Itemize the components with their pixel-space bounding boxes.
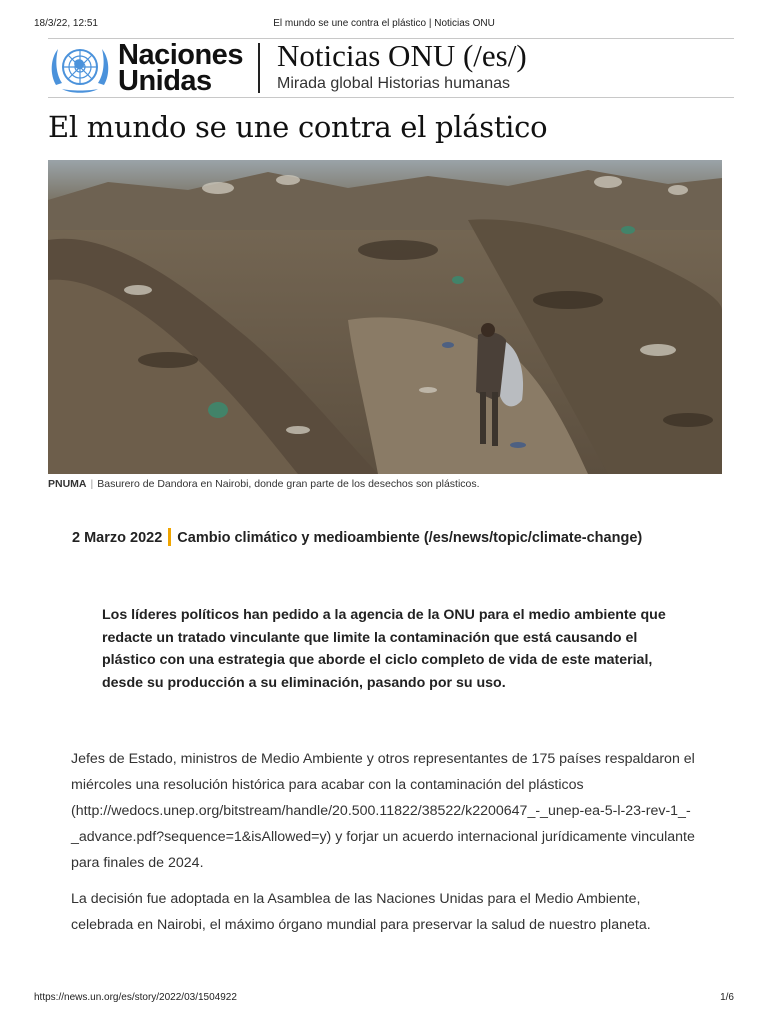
print-url: https://news.un.org/es/story/2022/03/1504922	[34, 992, 237, 1003]
hero-image	[48, 160, 722, 474]
masthead	[48, 38, 734, 98]
org-name[interactable]	[118, 39, 243, 97]
org-name-line2: Unidas	[118, 65, 212, 97]
article-paragraph: La decisión fue adoptada en la Asamblea de las Naciones Unidas para el Medio Ambiente, celebrada en Nairobi, el máximo órgano mundial para preservar la salud de nuestro planeta.	[71, 891, 651, 933]
print-page-number: 1/6	[720, 992, 734, 1003]
article-paragraph: Jefes de Estado, ministros de Medio Ambiente y otros representantes de 175 países respaldaron el miércoles una resolución histórica para acabar con la contaminación del plásticos (http://wedocs.unep.org/bitstream/handle/20.500.11822/38522/k2200647_-_unep-ea-5-l-23-rev-1_-_advance.pdf?sequence=1&isAllowed=y) y forjar un acuerdo internacional jurídicamente vinculante para finales de 2024.	[71, 751, 695, 871]
image-caption	[48, 478, 480, 490]
article-lead: Los líderes políticos han pedido a la agencia de la ONU para el medio ambiente que redacte un tratado vinculante que limite la contaminación que está causando el plástico con una estrategia que aborde el ciclo completo de vida de este material, desde su producción a su eliminación, pasando por su uso.	[102, 607, 666, 691]
site-tagline: Mirada global Historias humanas	[277, 75, 510, 92]
print-page-title: El mundo se une contra el plástico | Noticias ONU	[273, 18, 495, 29]
org-name-line1: Naciones	[118, 39, 243, 71]
site-title-link[interactable]: Noticias ONU (/es/)	[277, 38, 527, 73]
article-headline: El mundo se une contra el plástico	[48, 110, 548, 144]
image-credit: PNUMA	[48, 478, 87, 490]
print-footer	[0, 988, 768, 1008]
meta-accent-bar	[168, 528, 171, 546]
print-date: 18/3/22, 12:51	[34, 18, 98, 29]
masthead-divider	[258, 43, 260, 93]
print-header	[0, 0, 768, 40]
un-emblem-icon[interactable]	[48, 41, 112, 95]
topic-link[interactable]: Cambio climático y medioambiente (/es/news/topic/climate-change)	[177, 530, 643, 546]
article-date: 2 Marzo 2022	[72, 530, 163, 546]
article-meta	[72, 528, 642, 546]
caption-separator: |	[90, 478, 94, 490]
caption-text: Basurero de Dandora en Nairobi, donde gran parte de los desechos son plásticos.	[97, 478, 480, 490]
